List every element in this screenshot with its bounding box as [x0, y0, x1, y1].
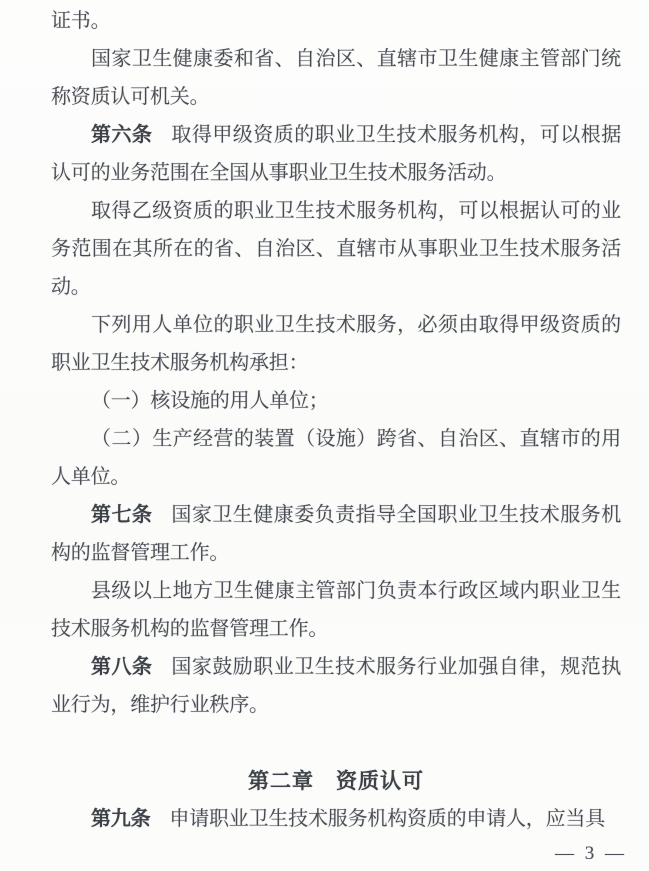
article-number-label: 第八条 [91, 656, 153, 678]
article-paragraph-6 [51, 116, 621, 192]
article-paragraph-7 [51, 496, 621, 572]
article-number-label: 第六条 [91, 124, 153, 146]
body-paragraph: 取得乙级资质的职业卫生技术服务机构，可以根据认可的业务范围在其所在的省、自治区、直辖市从事职业卫生技术服务活动。 [51, 200, 621, 298]
paragraph-fragment-top: 证书。 [51, 10, 111, 32]
article-text: 国家卫生健康委负责指导全国职业卫生技术服务机构的监督管理工作。 [51, 504, 621, 564]
body-paragraph: 县级以上地方卫生健康主管部门负责本行政区域内职业卫生技术服务机构的监督管理工作。 [51, 580, 621, 640]
clause-item-2: （二）生产经营的装置（设施）跨省、自治区、直辖市的用人单位。 [51, 428, 621, 488]
article-paragraph-9 [51, 800, 621, 838]
body-paragraph: 下列用人单位的职业卫生技术服务，必须由取得甲级资质的职业卫生技术服务机构承担： [51, 314, 621, 374]
article-number-label: 第七条 [91, 504, 153, 526]
page-body [51, 2, 621, 838]
article-text: 国家鼓励职业卫生技术服务行业加强自律，规范执业行为，维护行业秩序。 [51, 656, 621, 716]
chapter-heading: 第二章 资质认可 [248, 769, 424, 793]
clause-item-1: （一）核设施的用人单位； [91, 390, 329, 412]
article-number-label: 第九条 [91, 808, 151, 830]
article-text: 取得甲级资质的职业卫生技术服务机构，可以根据认可的业务范围在全国从事职业卫生技术服务活动。 [51, 124, 621, 184]
page-number: — 3 — [555, 843, 627, 864]
body-paragraph: 国家卫生健康委和省、自治区、直辖市卫生健康主管部门统称资质认可机关。 [51, 48, 621, 108]
article-text: 申请职业卫生技术服务机构资质的申请人，应当具 [169, 808, 606, 830]
article-paragraph-8 [51, 648, 621, 724]
